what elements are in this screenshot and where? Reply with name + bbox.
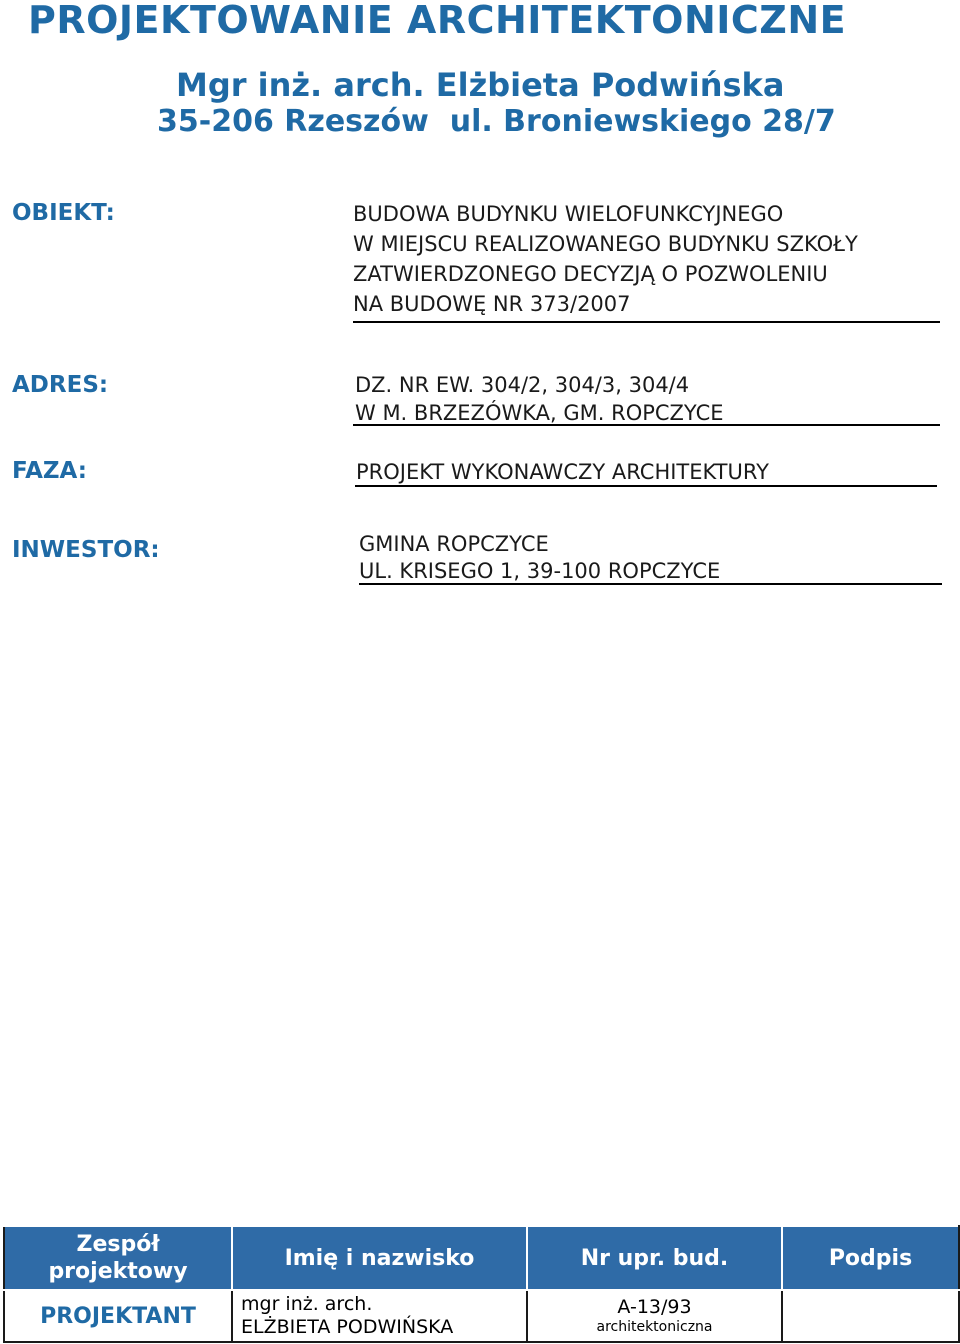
- faza-underline: [355, 485, 937, 487]
- obiekt-label: OBIEKT:: [12, 200, 115, 226]
- obiekt-line: BUDOWA BUDYNKU WIELOFUNKCYJNEGO: [353, 202, 784, 226]
- obiekt-line: NA BUDOWĘ NR 373/2007: [353, 292, 631, 316]
- faza-line: PROJEKT WYKONAWCZY ARCHITEKTURY: [356, 460, 769, 484]
- inwestor-label: INWESTOR:: [12, 537, 160, 563]
- author-name: Mgr inż. arch. Elżbieta Podwińska: [176, 66, 785, 104]
- inwestor-value: [359, 531, 720, 585]
- header-cell-team: Zespół projektowy: [4, 1226, 232, 1290]
- obiekt-value: [353, 199, 858, 319]
- license-number: A-13/93: [617, 1296, 692, 1318]
- adres-line: W M. BRZEZÓWKA, GM. ROPCZYCE: [355, 401, 724, 425]
- inwestor-line: GMINA ROPCZYCE: [359, 532, 549, 556]
- header-cell-license: Nr upr. bud.: [527, 1226, 782, 1290]
- signature-cell: [782, 1290, 959, 1342]
- page-title: PROJEKTOWANIE ARCHITEKTONICZNE: [28, 0, 847, 42]
- header-cell-signature: Podpis: [782, 1226, 959, 1290]
- faza-value: [356, 457, 769, 487]
- obiekt-underline: [353, 321, 940, 323]
- adres-value: [355, 371, 724, 427]
- obiekt-line: ZATWIERDZONEGO DECYZJĄ O POZWOLENIU: [353, 262, 828, 286]
- inwestor-underline: [359, 583, 942, 585]
- license-specialty: architektoniczna: [596, 1319, 713, 1335]
- header-cell-name: Imię i nazwisko: [232, 1226, 527, 1290]
- name-line: ELŻBIETA PODWIŃSKA: [241, 1316, 454, 1338]
- role-cell: PROJEKTANT: [4, 1290, 232, 1342]
- adres-line: DZ. NR EW. 304/2, 304/3, 304/4: [355, 373, 690, 397]
- obiekt-line: W MIEJSCU REALIZOWANEGO BUDYNKU SZKOŁY: [353, 232, 858, 256]
- design-team-table: [3, 1225, 960, 1343]
- table-row: [4, 1290, 959, 1342]
- adres-label: ADRES:: [12, 372, 109, 398]
- name-line: mgr inż. arch.: [241, 1293, 373, 1315]
- adres-underline: [353, 424, 940, 426]
- author-address: 35-206 Rzeszów ul. Broniewskiego 28/7: [157, 104, 836, 139]
- inwestor-line: UL. KRISEGO 1, 39-100 ROPCZYCE: [359, 559, 721, 583]
- name-cell: [232, 1290, 527, 1342]
- faza-label: FAZA:: [12, 458, 87, 484]
- table-header-row: [4, 1226, 959, 1290]
- license-cell: [527, 1290, 782, 1342]
